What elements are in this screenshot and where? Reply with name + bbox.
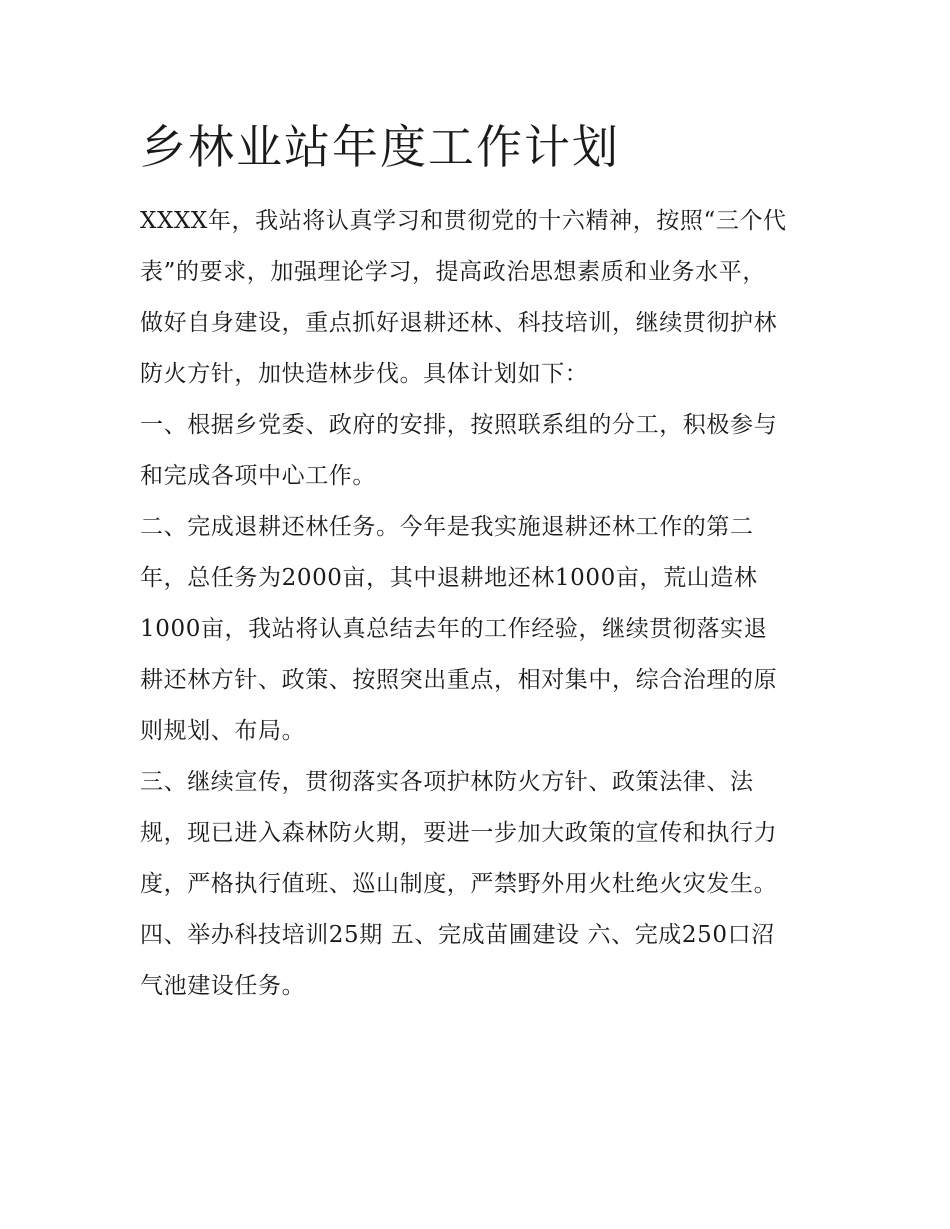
text-line: 则规划、布局。 xyxy=(140,718,306,744)
paragraph-item-2 xyxy=(140,502,820,757)
text-line: 年，总任务为2000亩，其中退耕地还林1000亩，荒山造林 xyxy=(140,565,758,591)
text-line: 气池建设任务。 xyxy=(140,973,306,999)
paragraph-intro xyxy=(140,196,820,400)
document-title: 乡林业站年度工作计划 xyxy=(140,120,620,174)
text-line: 耕还林方针、政策、按照突出重点，相对集中，综合治理的原 xyxy=(140,667,778,693)
text-line: 1000亩，我站将认真总结去年的工作经验，继续贯彻落实退 xyxy=(140,616,768,642)
text-line: 规，现已进入森林防火期，要进一步加大政策的宣传和执行力 xyxy=(140,820,778,846)
text-line: 防火方针，加快造林步伐。具体计划如下： xyxy=(140,361,589,387)
text-line: 一、根据乡党委、政府的安排，按照联系组的分工，积极参与 xyxy=(140,412,778,438)
text-line: 三、继续宣传，贯彻落实各项护林防火方针、政策法律、法 xyxy=(140,769,754,795)
text-line: 和完成各项中心工作。 xyxy=(140,463,376,489)
text-line: 表”的要求，加强理论学习，提高政治思想素质和业务水平， xyxy=(140,259,766,285)
text-line: 四、举办科技培训25期 五、完成苗圃建设 六、完成250口沼 xyxy=(140,922,775,948)
text-line: 做好自身建设，重点抓好退耕还林、科技培训，继续贯彻护林 xyxy=(140,310,778,336)
document-body xyxy=(140,196,820,1012)
paragraph-item-1 xyxy=(140,400,820,502)
paragraph-item-4 xyxy=(140,910,820,1012)
text-line: 度，严格执行值班、巡山制度，严禁野外用火杜绝火灾发生。 xyxy=(140,871,778,897)
text-line: XXXX年，我站将认真学习和贯彻党的十六精神，按照“三个代 xyxy=(140,208,787,234)
text-line: 二、完成退耕还林任务。今年是我实施退耕还林工作的第二 xyxy=(140,514,754,540)
paragraph-item-3 xyxy=(140,757,820,910)
